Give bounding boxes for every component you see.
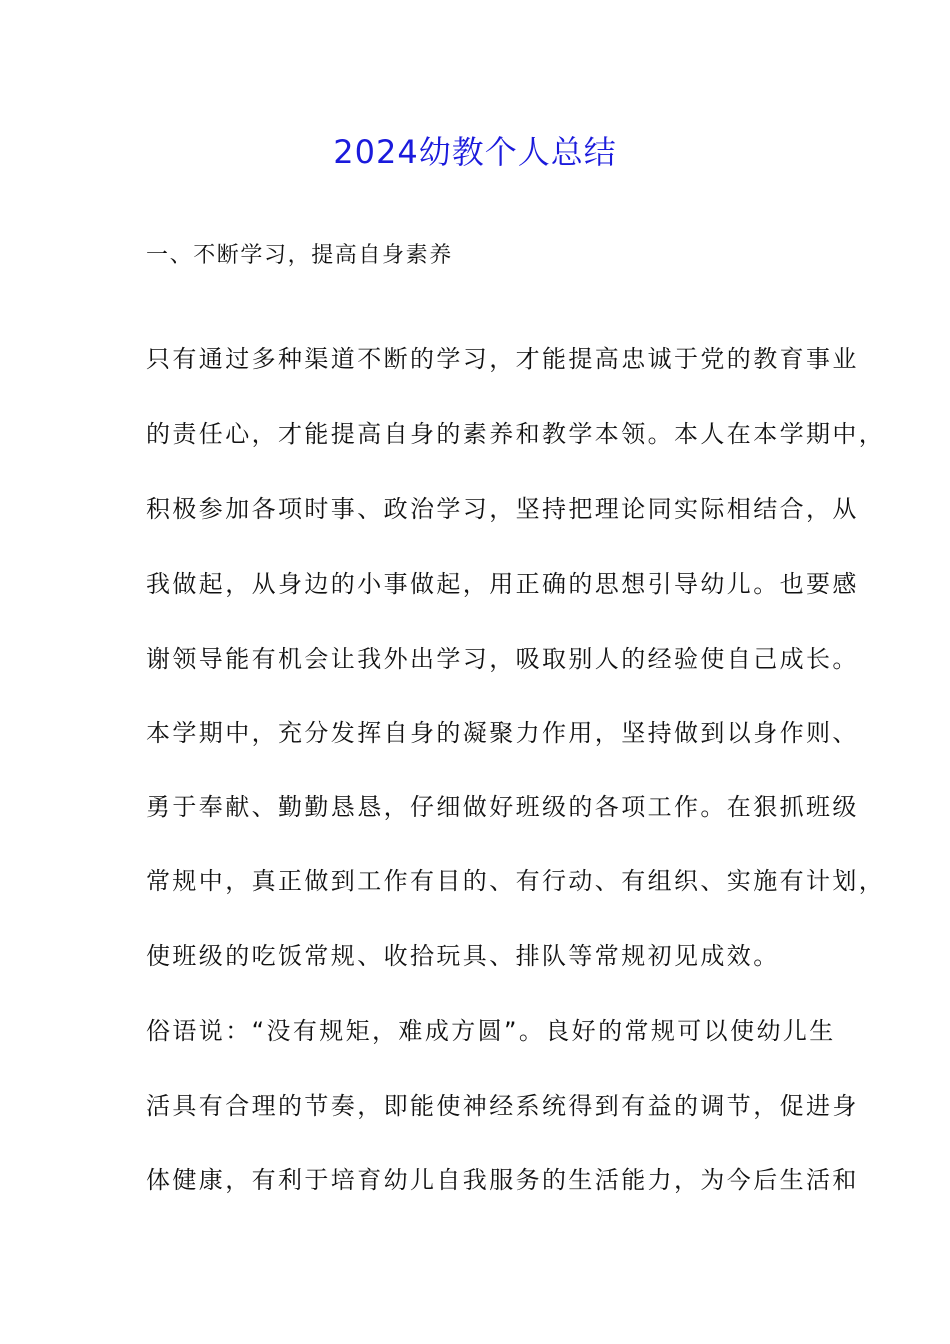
body-line: 谢领导能有机会让我外出学习，吸取别人的经验使自己成长。 xyxy=(146,645,859,673)
section-heading: 一、不断学习，提高自身素养 xyxy=(146,243,453,268)
body-line: 体健康，有利于培育幼儿自我服务的生活能力，为今后生活和 xyxy=(146,1166,859,1194)
body-line: 的责任心，才能提高自身的素养和教学本领。本人在本学期中， xyxy=(146,420,886,448)
body-line: 只有通过多种渠道不断的学习，才能提高忠诚于党的教育事业 xyxy=(146,345,859,373)
body-line: 使班级的吃饭常规、收拾玩具、排队等常规初见成效。 xyxy=(146,942,780,970)
body-line: 本学期中，充分发挥自身的凝聚力作用，坚持做到以身作则、 xyxy=(146,719,859,747)
body-line: 活具有合理的节奏，即能使神经系统得到有益的调节，促进身 xyxy=(146,1092,859,1120)
body-line: 俗语说：“没有规矩，难成方圆”。良好的常规可以使幼儿生 xyxy=(146,1017,836,1045)
body-line: 我做起，从身边的小事做起，用正确的思想引导幼儿。也要感 xyxy=(146,570,859,598)
body-line: 常规中，真正做到工作有目的、有行动、有组织、实施有计划， xyxy=(146,867,886,895)
body-line: 积极参加各项时事、政治学习，坚持把理论同实际相结合，从 xyxy=(146,495,859,523)
document-title: 2024幼教个人总结 xyxy=(333,133,617,171)
body-line: 勇于奉献、勤勤恳恳，仔细做好班级的各项工作。在狠抓班级 xyxy=(146,793,859,821)
